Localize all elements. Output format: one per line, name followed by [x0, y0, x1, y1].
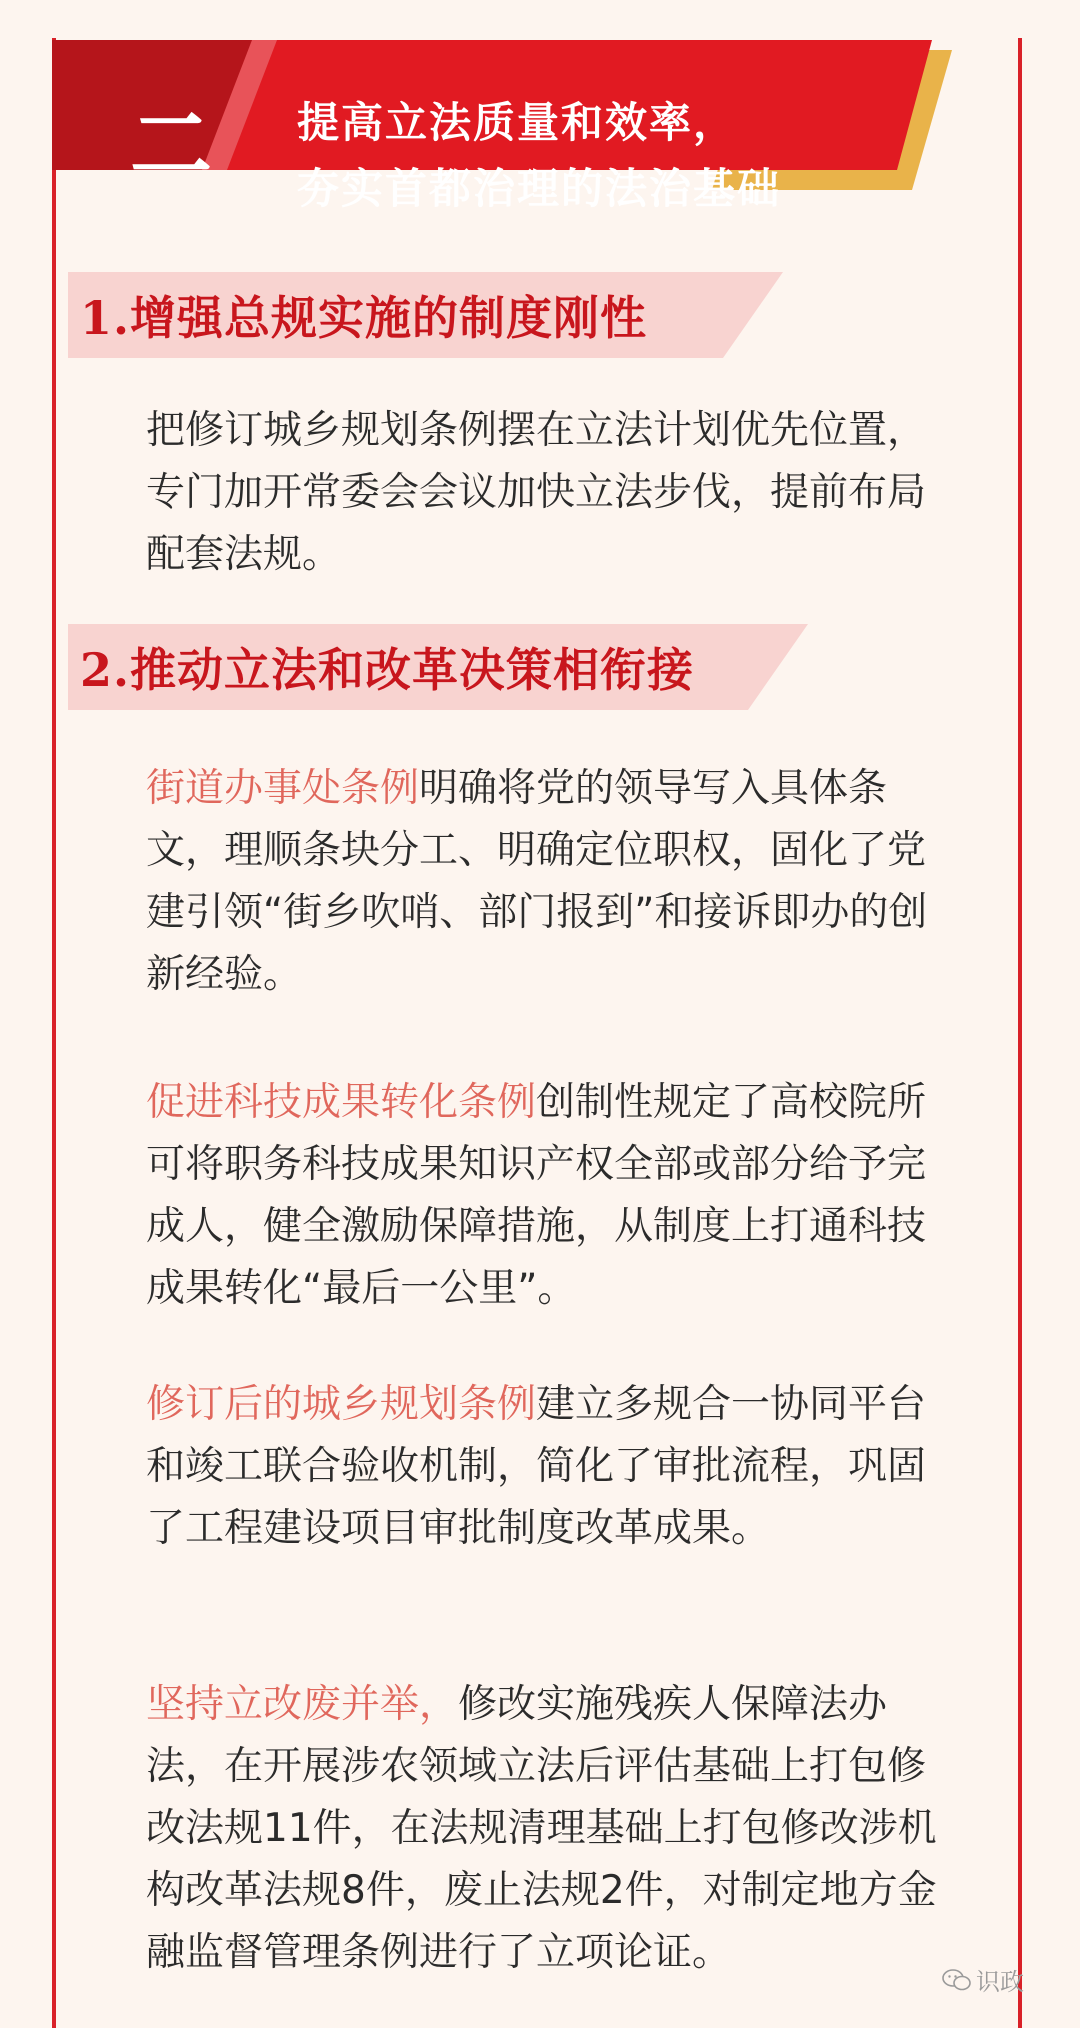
item-text: 明确将党的领导写入具体条文，理顺条块分工、明确定位职权，固化了党建引领“街乡吹哨、部门报到”和接诉即办的创新经验。	[146, 766, 928, 997]
section2-item	[146, 1072, 946, 1320]
section1-paragraph: 把修订城乡规划条例摆在立法计划优先位置，专门加开常委会会议加快立法步伐，提前布局配套法规。	[146, 408, 927, 577]
item-highlight: 修订后的城乡规划条例	[146, 1382, 537, 1427]
item-text: 建立多规合一协同平台和竣工联合验收机制，简化了审批流程，巩固了工程建设项目审批制度改革成果。	[146, 1382, 927, 1551]
banner-title-line2: 夯实首都治理的法治基础	[297, 164, 782, 213]
section1-heading-box	[68, 272, 783, 358]
section-banner	[52, 40, 952, 213]
watermark-text: 识政	[976, 1968, 1024, 1996]
section2-item	[146, 758, 946, 1006]
banner-numeral: 二	[130, 98, 213, 193]
section2-heading: 2.推动立法和改革决策相衔接	[80, 643, 695, 697]
item-text: 创制性规定了高校院所可将职务科技成果知识产权全部或部分给予完成人，健全激励保障措施，从制度上打通科技成果转化“最后一公里”。	[146, 1080, 927, 1311]
section2-item	[146, 1674, 946, 1984]
section1-heading: 1.增强总规实施的制度刚性	[80, 291, 648, 345]
section2-item	[146, 1374, 946, 1560]
item-text: 修改实施残疾人保障法办法，在开展涉农领域立法后评估基础上打包修改法规11件，在法规清理基础上打包修改涉机构改革法规8件，废止法规2件，对制定地方金融监督管理条例进行了立项论证。	[146, 1682, 937, 1975]
wechat-icon	[942, 1968, 972, 1998]
item-highlight: 街道办事处条例	[146, 766, 420, 811]
banner-title	[297, 90, 781, 222]
watermark	[942, 1962, 1024, 1998]
banner-title-line1: 提高立法质量和效率，	[297, 98, 738, 147]
section2-heading-box	[68, 624, 783, 710]
item-highlight: 促进科技成果转化条例	[146, 1080, 537, 1125]
item-highlight: 坚持立改废并举，	[146, 1682, 459, 1727]
